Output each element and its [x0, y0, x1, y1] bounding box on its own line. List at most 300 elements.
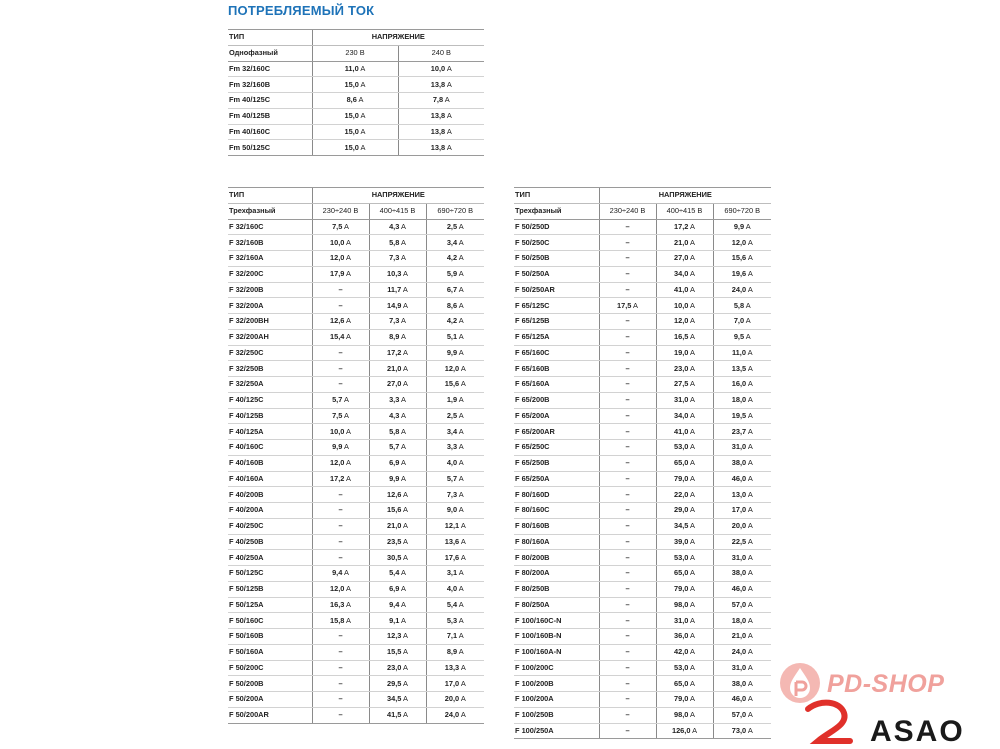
- pump-type: F 40/125B: [228, 408, 312, 424]
- current-cell: [312, 140, 398, 156]
- current-value: 21,0: [387, 363, 402, 373]
- pump-type: F 80/250A: [514, 597, 599, 613]
- current-value: 17,6: [444, 552, 460, 562]
- current-value: –: [625, 615, 630, 625]
- unit-label: A: [458, 269, 464, 279]
- current-value: 57,0: [731, 710, 747, 720]
- current-value: 12,6: [387, 489, 402, 499]
- pump-type: F 100/250B: [514, 707, 599, 723]
- current-value: 9,4: [332, 568, 343, 578]
- pump-type: F 100/160C-N: [514, 613, 599, 629]
- unit-label: A: [458, 505, 464, 515]
- current-value: 16,3: [330, 599, 345, 609]
- unit-label: A: [401, 426, 406, 436]
- current-cell: [312, 692, 369, 708]
- table-row: [228, 77, 484, 93]
- current-value: 34,0: [674, 269, 689, 279]
- current-value: 4,0: [446, 458, 458, 468]
- unit-label: A: [458, 568, 464, 578]
- current-value: 42,0: [674, 647, 689, 657]
- current-cell: [713, 629, 771, 645]
- current-value: 17,0: [444, 678, 460, 688]
- unit-label: A: [360, 111, 366, 121]
- current-cell: [426, 219, 484, 235]
- current-cell: [398, 93, 484, 109]
- current-value: 9,1: [389, 615, 400, 625]
- current-cell: [426, 266, 484, 282]
- current-value: 27,5: [674, 379, 689, 389]
- pump-type: Fm 50/125C: [228, 140, 312, 156]
- table-row: [228, 471, 484, 487]
- current-cell: [426, 613, 484, 629]
- current-cell: [656, 392, 713, 408]
- current-cell: [312, 235, 369, 251]
- current-cell: [599, 455, 656, 471]
- current-value: 5,8: [389, 237, 400, 247]
- table-row: [228, 550, 484, 566]
- current-cell: [713, 251, 771, 267]
- current-cell: [312, 707, 369, 723]
- current-value: –: [625, 599, 630, 609]
- current-cell: [713, 282, 771, 298]
- pump-type: Fm 32/160B: [228, 77, 312, 93]
- pump-type: F 50/125A: [228, 597, 312, 613]
- current-cell: [599, 692, 656, 708]
- unit-label: A: [344, 410, 349, 420]
- current-cell: [369, 534, 426, 550]
- current-value: 10,0: [430, 63, 446, 73]
- current-cell: [312, 566, 369, 582]
- type-header: ТИП: [228, 30, 312, 46]
- current-value: 41,0: [674, 426, 689, 436]
- current-cell: [656, 329, 713, 345]
- current-cell: [713, 550, 771, 566]
- pump-type: F 32/200C: [228, 266, 312, 282]
- phase-label: Однофазный: [228, 45, 312, 61]
- current-value: 29,0: [674, 505, 689, 515]
- table-row: [514, 518, 771, 534]
- current-cell: [312, 503, 369, 519]
- current-cell: [426, 251, 484, 267]
- current-cell: [656, 408, 713, 424]
- unit-label: A: [403, 489, 408, 499]
- unit-label: A: [747, 615, 753, 625]
- current-value: 16,0: [731, 379, 747, 389]
- current-value: 13,8: [430, 79, 446, 89]
- pump-type: F 50/125C: [228, 566, 312, 582]
- pump-type: F 80/160C: [514, 503, 599, 519]
- current-cell: [656, 550, 713, 566]
- current-cell: [426, 597, 484, 613]
- current-value: –: [625, 363, 630, 373]
- pump-type: F 100/160A-N: [514, 644, 599, 660]
- current-value: 126,0: [671, 725, 691, 735]
- table-row: [228, 251, 484, 267]
- three-phase-table-right: [514, 187, 771, 739]
- unit-label: A: [403, 379, 408, 389]
- unit-label: A: [460, 521, 466, 531]
- pump-type: F 32/200BH: [228, 314, 312, 330]
- current-cell: [599, 266, 656, 282]
- current-value: 18,0: [731, 615, 747, 625]
- current-cell: [656, 597, 713, 613]
- current-value: –: [625, 631, 630, 641]
- unit-label: A: [690, 505, 695, 515]
- table-row: [228, 298, 484, 314]
- current-cell: [426, 455, 484, 471]
- pump-type: F 100/200B: [514, 676, 599, 692]
- table-row: [228, 660, 484, 676]
- table-row: [514, 660, 771, 676]
- current-cell: [312, 550, 369, 566]
- current-cell: [599, 282, 656, 298]
- unit-label: A: [401, 410, 406, 420]
- current-cell: [426, 424, 484, 440]
- voltage-column-label: 230÷240 В: [312, 203, 369, 219]
- current-value: 1,9: [446, 395, 458, 405]
- current-value: 41,0: [674, 284, 689, 294]
- current-cell: [426, 534, 484, 550]
- unit-label: A: [344, 221, 349, 231]
- current-value: 17,2: [674, 221, 689, 231]
- current-value: 7,5: [332, 221, 343, 231]
- current-value: –: [625, 536, 630, 546]
- current-cell: [369, 503, 426, 519]
- current-value: –: [338, 284, 343, 294]
- current-value: 15,0: [344, 126, 359, 136]
- current-cell: [369, 298, 426, 314]
- current-cell: [713, 707, 771, 723]
- current-value: 46,0: [731, 584, 747, 594]
- current-value: –: [625, 647, 630, 657]
- unit-label: A: [747, 552, 753, 562]
- current-value: 9,9: [733, 221, 745, 231]
- header-row: [228, 188, 484, 204]
- table-row: [514, 692, 771, 708]
- current-value: 5,3: [446, 615, 458, 625]
- pump-type: F 65/160A: [514, 377, 599, 393]
- current-value: 22,5: [731, 536, 747, 546]
- unit-label: A: [747, 678, 753, 688]
- current-cell: [656, 534, 713, 550]
- header-row: [228, 30, 484, 46]
- current-value: 5,7: [389, 442, 400, 452]
- current-cell: [656, 707, 713, 723]
- current-value: 12,0: [731, 237, 747, 247]
- pump-type: F 80/160D: [514, 487, 599, 503]
- current-cell: [312, 597, 369, 613]
- current-cell: [599, 219, 656, 235]
- unit-label: A: [360, 142, 366, 152]
- current-cell: [656, 581, 713, 597]
- unit-label: A: [360, 126, 366, 136]
- current-value: 34,5: [674, 521, 689, 531]
- current-value: 2,5: [446, 410, 458, 420]
- table-row: [228, 440, 484, 456]
- unit-label: A: [690, 269, 695, 279]
- current-value: 17,0: [731, 505, 747, 515]
- unit-label: A: [747, 253, 753, 263]
- current-cell: [713, 723, 771, 739]
- current-value: 17,2: [387, 347, 402, 357]
- current-cell: [599, 550, 656, 566]
- current-cell: [312, 61, 398, 77]
- unit-label: A: [446, 142, 452, 152]
- current-value: 13,8: [430, 142, 446, 152]
- unit-label: A: [346, 584, 351, 594]
- unit-label: A: [458, 584, 464, 594]
- unit-label: A: [747, 647, 753, 657]
- voltage-column-label: 240 В: [398, 45, 484, 61]
- current-value: 9,9: [446, 347, 458, 357]
- pump-type: F 65/125B: [514, 314, 599, 330]
- unit-label: A: [401, 599, 406, 609]
- table-row: [514, 455, 771, 471]
- current-cell: [369, 692, 426, 708]
- unit-label: A: [401, 568, 406, 578]
- unit-label: A: [690, 442, 695, 452]
- current-cell: [312, 108, 398, 124]
- current-cell: [599, 613, 656, 629]
- current-cell: [312, 266, 369, 282]
- unit-label: A: [690, 347, 695, 357]
- current-value: 5,7: [332, 395, 343, 405]
- pump-type: F 32/200B: [228, 282, 312, 298]
- current-cell: [398, 108, 484, 124]
- current-cell: [426, 440, 484, 456]
- table-row: [514, 534, 771, 550]
- table-row: [228, 392, 484, 408]
- current-cell: [656, 298, 713, 314]
- unit-label: A: [458, 426, 464, 436]
- unit-label: A: [458, 599, 464, 609]
- table-row: [514, 282, 771, 298]
- current-cell: [369, 597, 426, 613]
- pump-type: F 65/200AR: [514, 424, 599, 440]
- unit-label: A: [458, 316, 464, 326]
- current-value: –: [338, 678, 343, 688]
- pump-type: F 80/160B: [514, 518, 599, 534]
- current-value: –: [625, 521, 630, 531]
- current-cell: [713, 235, 771, 251]
- current-value: –: [625, 284, 630, 294]
- current-cell: [312, 455, 369, 471]
- current-value: 38,0: [731, 678, 747, 688]
- current-value: 4,3: [389, 221, 400, 231]
- table-row: [228, 455, 484, 471]
- current-cell: [599, 251, 656, 267]
- current-cell: [312, 251, 369, 267]
- unit-label: A: [690, 316, 695, 326]
- unit-label: A: [460, 678, 466, 688]
- current-cell: [369, 361, 426, 377]
- current-value: 14,9: [387, 300, 402, 310]
- pump-type: Fm 40/125C: [228, 93, 312, 109]
- unit-label: A: [747, 568, 753, 578]
- pump-type: F 65/125A: [514, 329, 599, 345]
- current-cell: [369, 440, 426, 456]
- current-value: 9,5: [733, 332, 745, 342]
- table-row: [228, 629, 484, 645]
- unit-label: A: [403, 363, 408, 373]
- current-cell: [599, 676, 656, 692]
- unit-label: A: [747, 489, 753, 499]
- current-value: 2,5: [446, 221, 458, 231]
- unit-label: A: [460, 363, 466, 373]
- table-row: [514, 487, 771, 503]
- unit-label: A: [403, 710, 408, 720]
- current-value: 12,3: [387, 631, 402, 641]
- pd-shop-text: PD-SHOP: [827, 670, 945, 698]
- pump-type: F 40/200B: [228, 487, 312, 503]
- pump-type: F 80/250B: [514, 581, 599, 597]
- pump-type: F 40/250B: [228, 534, 312, 550]
- current-cell: [426, 503, 484, 519]
- current-value: 12,1: [444, 521, 460, 531]
- current-value: 15,4: [330, 332, 345, 342]
- current-cell: [599, 314, 656, 330]
- unit-label: A: [344, 568, 349, 578]
- current-value: 5,9: [446, 269, 458, 279]
- unit-label: A: [692, 725, 698, 735]
- current-cell: [426, 692, 484, 708]
- current-cell: [369, 377, 426, 393]
- current-value: 11,7: [387, 284, 402, 294]
- pump-type: F 65/250A: [514, 471, 599, 487]
- unit-label: A: [747, 536, 753, 546]
- current-value: 23,5: [387, 536, 402, 546]
- unit-label: A: [690, 694, 695, 704]
- current-value: 22,0: [674, 489, 689, 499]
- unit-label: A: [344, 395, 349, 405]
- unit-label: A: [690, 521, 695, 531]
- unit-label: A: [346, 473, 351, 483]
- unit-label: A: [747, 458, 753, 468]
- current-value: 17,2: [330, 473, 345, 483]
- current-cell: [656, 345, 713, 361]
- current-cell: [369, 471, 426, 487]
- subheader-row: [514, 203, 771, 219]
- unit-label: A: [458, 237, 464, 247]
- pump-type: F 40/160C: [228, 440, 312, 456]
- unit-label: A: [446, 126, 452, 136]
- unit-label: A: [403, 694, 408, 704]
- type-header: ТИП: [514, 188, 599, 204]
- table-row: [228, 124, 484, 140]
- table-row: [228, 518, 484, 534]
- unit-label: A: [401, 615, 406, 625]
- current-value: 31,0: [674, 395, 689, 405]
- current-value: 12,6: [330, 316, 345, 326]
- unit-label: A: [690, 395, 695, 405]
- table-row: [514, 235, 771, 251]
- current-cell: [713, 644, 771, 660]
- current-cell: [312, 392, 369, 408]
- current-value: –: [625, 662, 630, 672]
- current-value: 5,4: [389, 568, 400, 578]
- current-cell: [599, 723, 656, 739]
- unit-label: A: [403, 300, 408, 310]
- table-row: [228, 408, 484, 424]
- unit-label: A: [690, 678, 695, 688]
- current-value: 7,0: [733, 316, 745, 326]
- current-value: 10,3: [387, 269, 402, 279]
- current-value: 12,0: [330, 458, 345, 468]
- current-cell: [713, 518, 771, 534]
- current-cell: [656, 455, 713, 471]
- current-cell: [656, 629, 713, 645]
- current-cell: [599, 518, 656, 534]
- pump-type: F 65/200A: [514, 408, 599, 424]
- current-cell: [369, 550, 426, 566]
- unit-label: A: [458, 395, 464, 405]
- current-value: 8,9: [446, 647, 458, 657]
- table-row: [514, 581, 771, 597]
- current-value: 79,0: [674, 694, 689, 704]
- unit-label: A: [458, 489, 464, 499]
- current-value: 16,5: [674, 332, 689, 342]
- current-cell: [369, 455, 426, 471]
- current-cell: [599, 597, 656, 613]
- current-cell: [426, 566, 484, 582]
- unit-label: A: [747, 395, 753, 405]
- current-cell: [656, 251, 713, 267]
- unit-label: A: [402, 284, 408, 294]
- current-value: 15,8: [330, 615, 345, 625]
- pump-type: F 80/200B: [514, 550, 599, 566]
- current-cell: [599, 644, 656, 660]
- table-row: [514, 613, 771, 629]
- unit-label: A: [747, 379, 753, 389]
- current-cell: [426, 345, 484, 361]
- unit-label: A: [358, 95, 364, 105]
- unit-label: A: [458, 253, 464, 263]
- current-cell: [369, 581, 426, 597]
- current-cell: [713, 424, 771, 440]
- unit-label: A: [458, 300, 464, 310]
- unit-label: A: [690, 253, 695, 263]
- current-cell: [713, 266, 771, 282]
- current-cell: [426, 408, 484, 424]
- unit-label: A: [690, 568, 695, 578]
- current-value: 20,0: [444, 694, 460, 704]
- current-value: 15,0: [344, 111, 359, 121]
- unit-label: A: [460, 536, 466, 546]
- current-value: 17,9: [330, 269, 345, 279]
- current-value: 30,5: [387, 552, 402, 562]
- current-value: 57,0: [731, 599, 747, 609]
- current-value: –: [338, 505, 343, 515]
- unit-label: A: [690, 300, 695, 310]
- pump-type: F 65/250B: [514, 455, 599, 471]
- current-cell: [312, 298, 369, 314]
- current-cell: [713, 392, 771, 408]
- unit-label: A: [401, 442, 406, 452]
- current-cell: [599, 629, 656, 645]
- unit-label: A: [403, 678, 408, 688]
- unit-label: A: [401, 221, 406, 231]
- table-row: [228, 361, 484, 377]
- current-value: 7,3: [389, 253, 400, 263]
- current-cell: [656, 314, 713, 330]
- unit-label: A: [401, 473, 406, 483]
- table-row: [228, 266, 484, 282]
- current-value: 9,9: [389, 473, 400, 483]
- unit-label: A: [690, 237, 695, 247]
- unit-label: A: [403, 631, 408, 641]
- current-value: 12,0: [444, 363, 460, 373]
- current-cell: [656, 282, 713, 298]
